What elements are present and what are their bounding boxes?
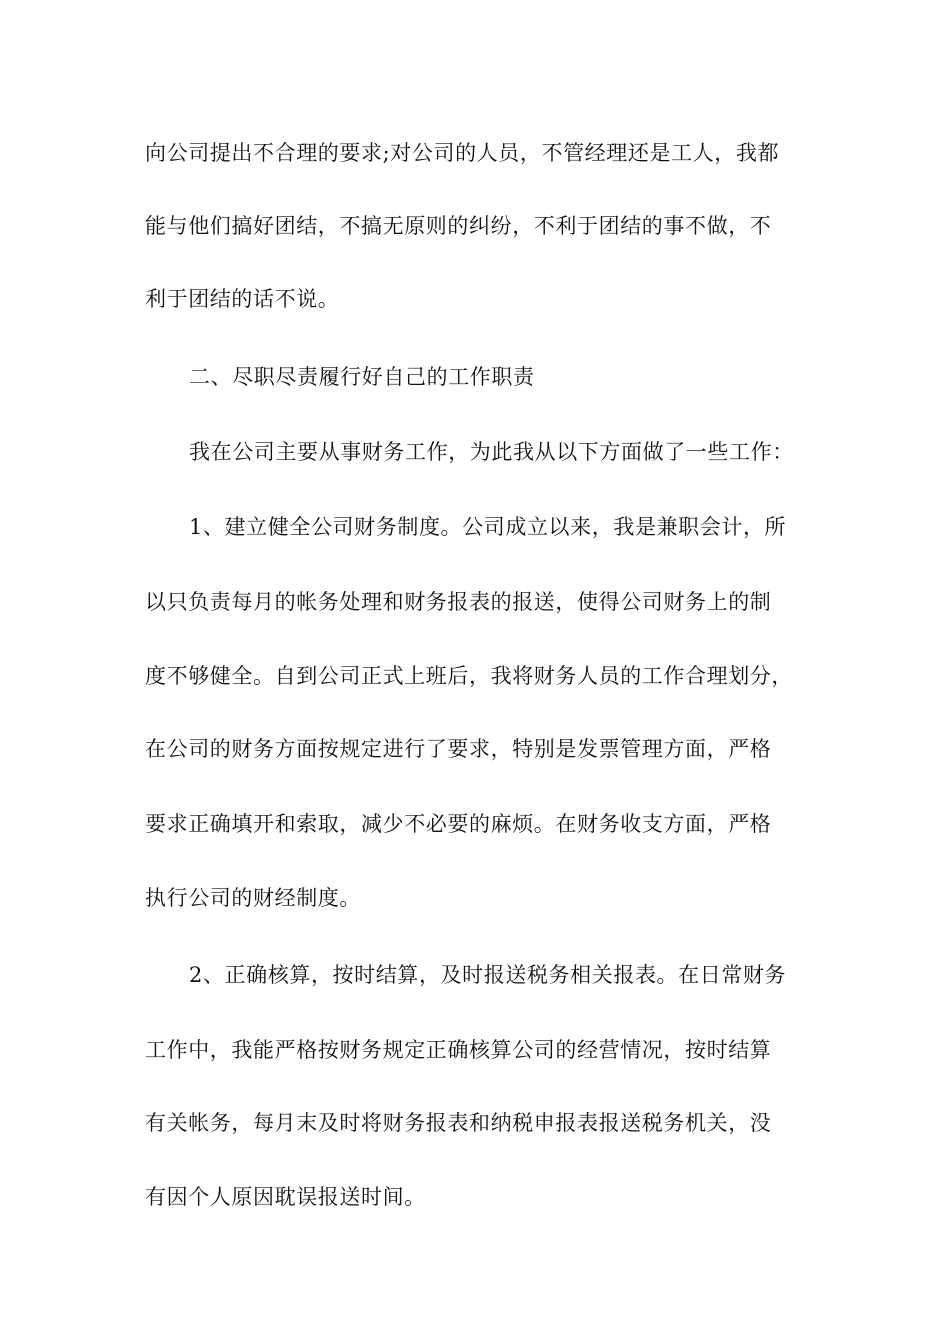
text-line: 向公司提出不合理的要求;对公司的人员，不管经理还是工人，我都 <box>145 141 780 165</box>
text-line: 在公司的财务方面按规定进行了要求，特别是发票管理方面，严格 <box>145 737 772 761</box>
text-line: 能与他们搞好团结，不搞无原则的纠纷，不利于团结的事不做，不 <box>145 214 772 238</box>
text-line: 利于团结的话不说。 <box>145 287 340 311</box>
text-line: 1、建立健全公司财务制度。公司成立以来，我是兼职会计，所 <box>189 515 787 539</box>
text-line: 我在公司主要从事财务工作，为此我从以下方面做了一些工作： <box>189 440 794 464</box>
text-line: 以只负责每月的帐务处理和财务报表的报送，使得公司财务上的制 <box>145 590 772 614</box>
text-line: 度不够健全。自到公司正式上班后，我将财务人员的工作合理划分， <box>145 664 793 688</box>
text-line: 有关帐务，每月末及时将财务报表和纳税申报表报送税务机关，没 <box>145 1111 772 1135</box>
text-line: 工作中，我能严格按财务规定正确核算公司的经营情况，按时结算 <box>145 1038 772 1062</box>
text-line: 2、正确核算，按时结算，及时报送税务相关报表。在日常财务 <box>189 963 787 987</box>
text-line: 执行公司的财经制度。 <box>145 886 361 910</box>
text-line: 要求正确填开和索取，减少不必要的麻烦。在财务收支方面，严格 <box>145 812 772 836</box>
section-heading: 二、尽职尽责履行好自己的工作职责 <box>189 365 535 389</box>
text-line: 有因个人原因耽误报送时间。 <box>145 1185 426 1209</box>
